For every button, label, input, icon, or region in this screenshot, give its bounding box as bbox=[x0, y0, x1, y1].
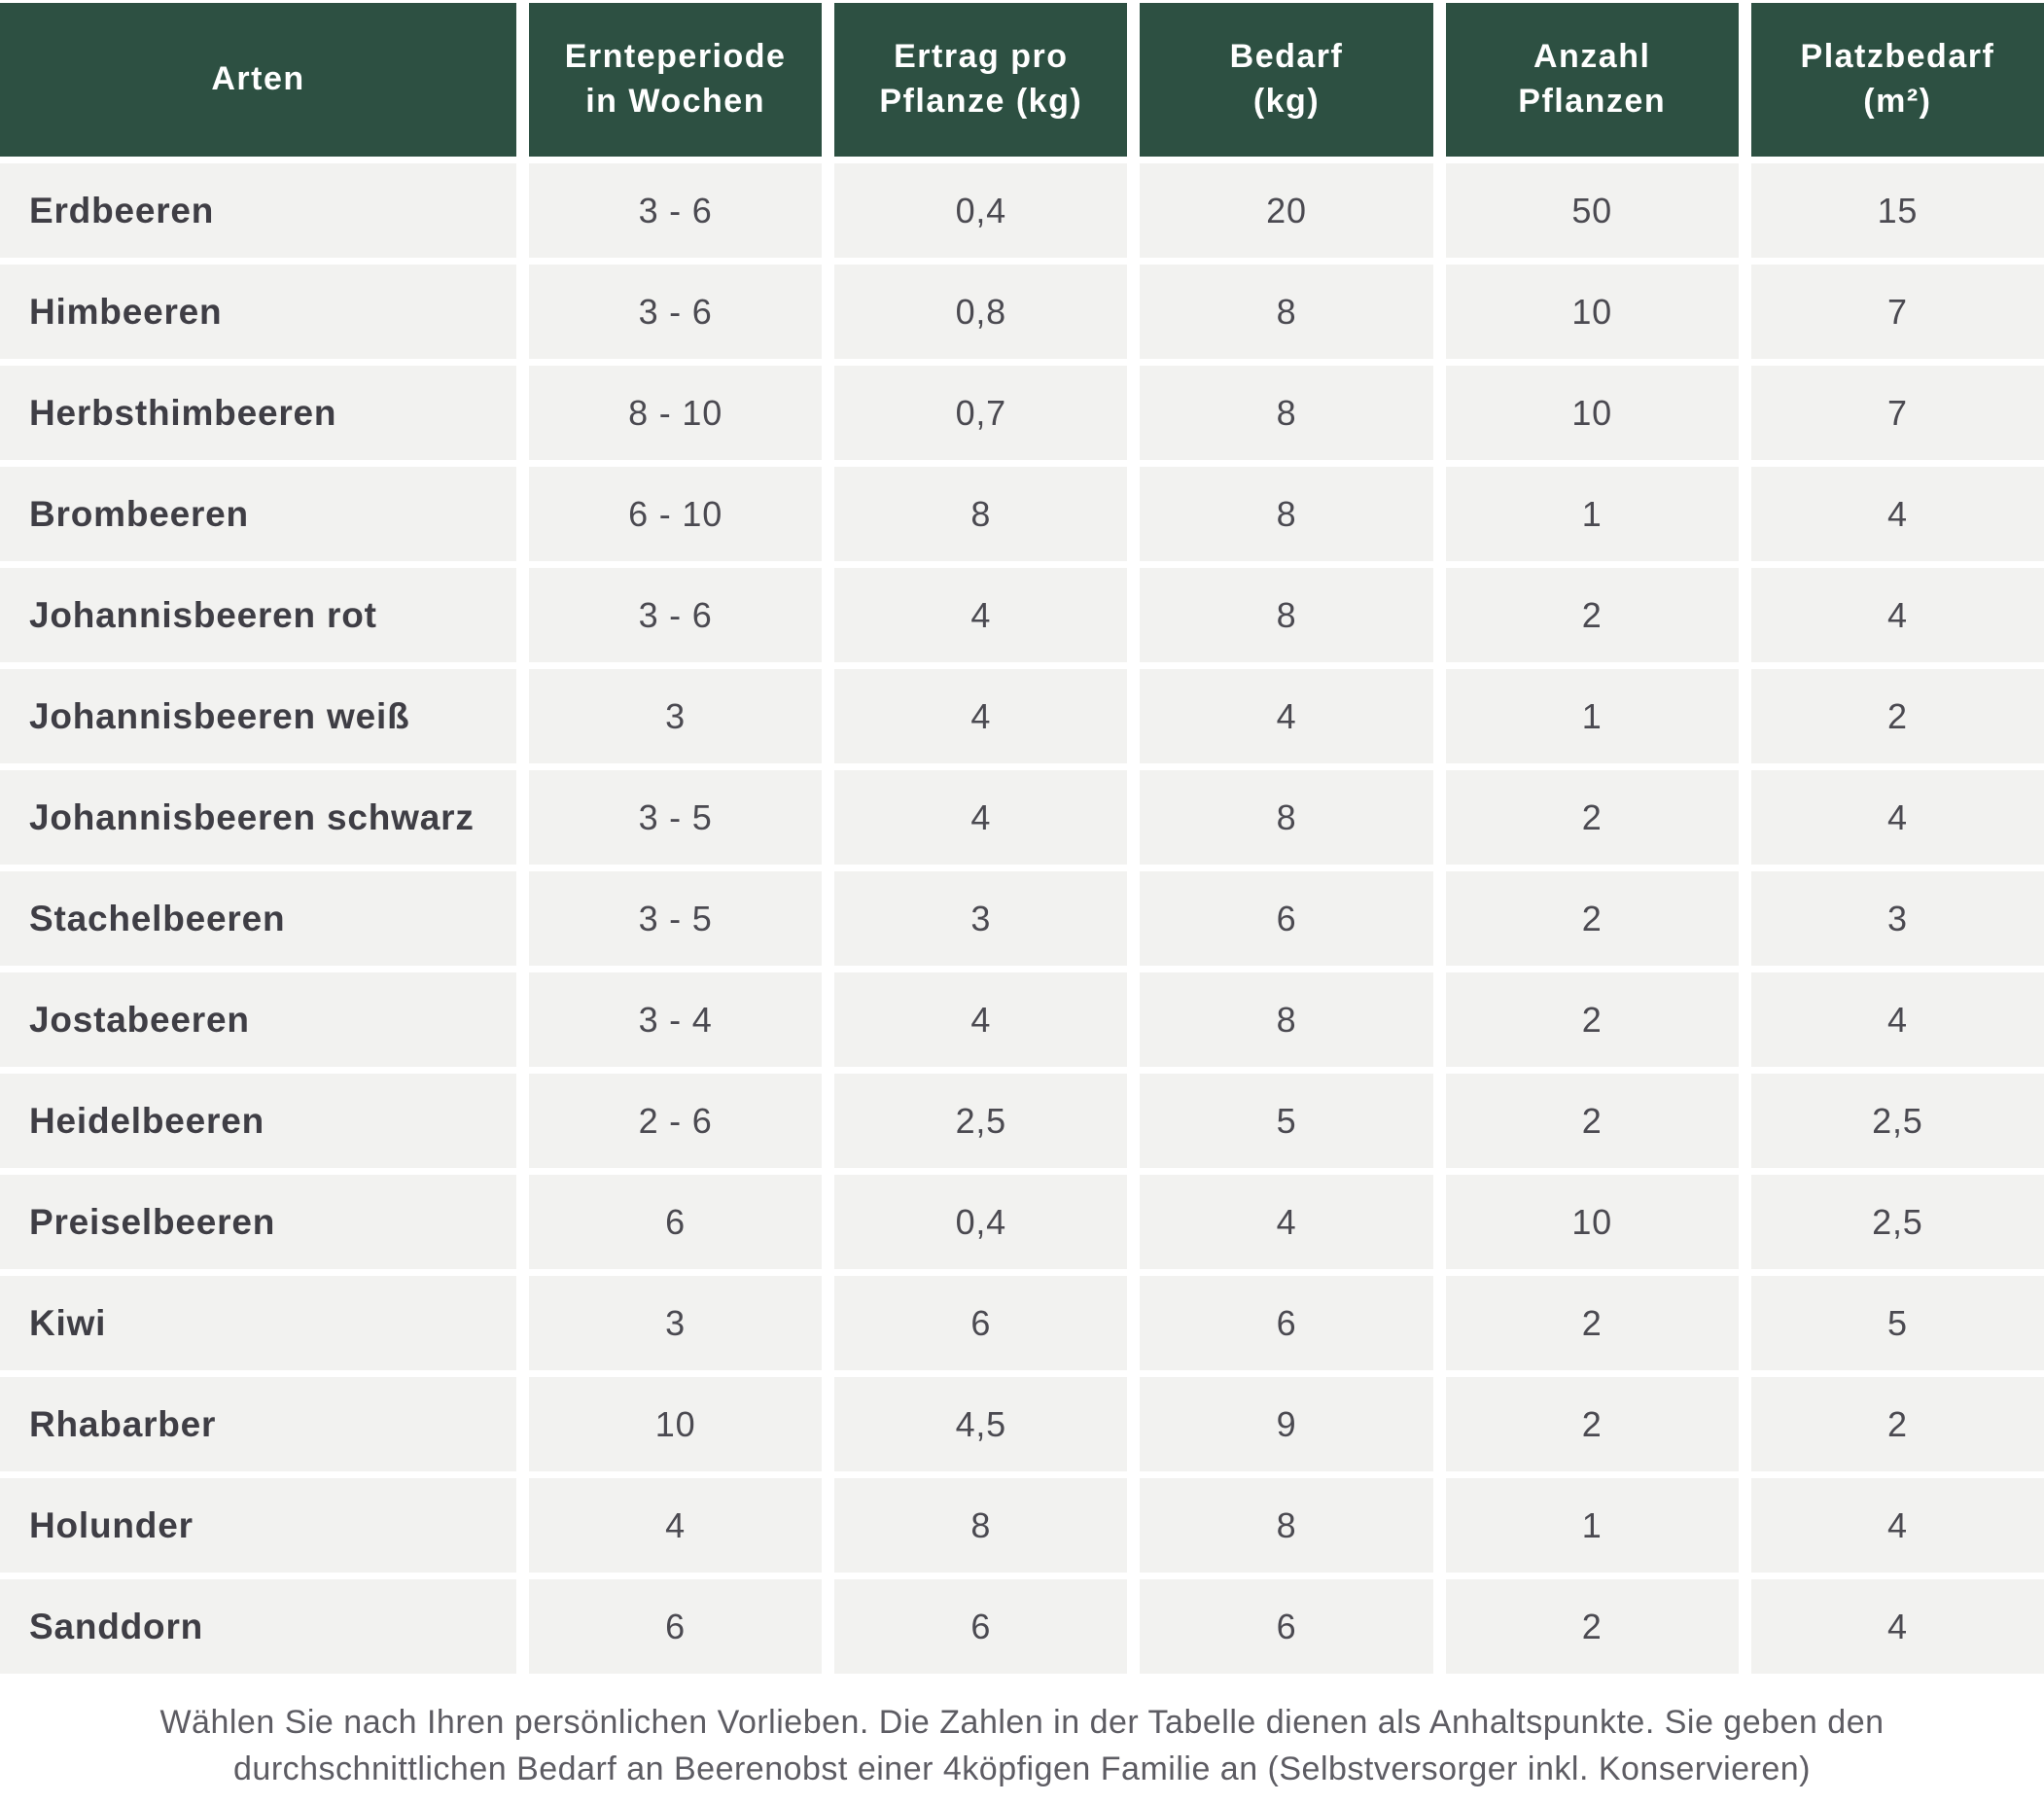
cell-bedarf: 8 bbox=[1140, 366, 1432, 460]
cell-art: Herbsthimbeeren bbox=[0, 366, 516, 460]
cell-platzbedarf: 15 bbox=[1751, 163, 2044, 258]
cell-ernteperiode: 6 bbox=[529, 1579, 822, 1674]
cell-ernteperiode: 3 bbox=[529, 1276, 822, 1370]
cell-ertrag: 0,4 bbox=[834, 163, 1127, 258]
header-line: (kg) bbox=[1252, 83, 1321, 120]
cell-ertrag: 4 bbox=[834, 972, 1127, 1067]
cell-bedarf: 8 bbox=[1140, 467, 1432, 561]
cell-anzahl: 10 bbox=[1446, 1175, 1739, 1269]
cell-ertrag: 8 bbox=[834, 467, 1127, 561]
header-line: Platzbedarf bbox=[1800, 38, 1995, 76]
cell-platzbedarf: 4 bbox=[1751, 770, 2044, 865]
column-header-ernteperiode bbox=[529, 3, 822, 157]
cell-bedarf: 6 bbox=[1140, 871, 1432, 966]
cell-anzahl: 2 bbox=[1446, 1074, 1739, 1168]
cell-platzbedarf: 4 bbox=[1751, 568, 2044, 662]
cell-anzahl: 2 bbox=[1446, 1377, 1739, 1471]
header-line: Ernteperiode bbox=[564, 38, 787, 76]
cell-ertrag: 0,7 bbox=[834, 366, 1127, 460]
cell-platzbedarf: 4 bbox=[1751, 1579, 2044, 1674]
cell-bedarf: 4 bbox=[1140, 669, 1432, 763]
cell-art: Sanddorn bbox=[0, 1579, 516, 1674]
cell-ernteperiode: 3 - 6 bbox=[529, 265, 822, 359]
cell-ernteperiode: 6 bbox=[529, 1175, 822, 1269]
cell-ernteperiode: 3 - 6 bbox=[529, 163, 822, 258]
cell-bedarf: 6 bbox=[1140, 1579, 1432, 1674]
cell-bedarf: 6 bbox=[1140, 1276, 1432, 1370]
cell-anzahl: 2 bbox=[1446, 568, 1739, 662]
cell-ertrag: 8 bbox=[834, 1478, 1127, 1573]
header-line: (m²) bbox=[1863, 83, 1932, 120]
cell-platzbedarf: 5 bbox=[1751, 1276, 2044, 1370]
header-line: Ertrag pro bbox=[894, 38, 1069, 76]
cell-anzahl: 2 bbox=[1446, 1579, 1739, 1674]
cell-bedarf: 4 bbox=[1140, 1175, 1432, 1269]
cell-platzbedarf: 2,5 bbox=[1751, 1175, 2044, 1269]
column-header-platzbedarf bbox=[1751, 3, 2044, 157]
cell-art: Rhabarber bbox=[0, 1377, 516, 1471]
cell-bedarf: 5 bbox=[1140, 1074, 1432, 1168]
cell-anzahl: 2 bbox=[1446, 1276, 1739, 1370]
cell-ernteperiode: 3 - 6 bbox=[529, 568, 822, 662]
cell-ernteperiode: 10 bbox=[529, 1377, 822, 1471]
cell-platzbedarf: 4 bbox=[1751, 972, 2044, 1067]
cell-ernteperiode: 3 - 5 bbox=[529, 770, 822, 865]
table-caption bbox=[0, 1699, 2044, 1793]
cell-art: Erdbeeren bbox=[0, 163, 516, 258]
cell-platzbedarf: 4 bbox=[1751, 1478, 2044, 1573]
cell-ernteperiode: 8 - 10 bbox=[529, 366, 822, 460]
cell-bedarf: 8 bbox=[1140, 770, 1432, 865]
cell-bedarf: 8 bbox=[1140, 972, 1432, 1067]
cell-ertrag: 3 bbox=[834, 871, 1127, 966]
cell-ertrag: 0,8 bbox=[834, 265, 1127, 359]
header-line: Pflanzen bbox=[1518, 83, 1667, 120]
cell-ertrag: 6 bbox=[834, 1579, 1127, 1674]
cell-bedarf: 8 bbox=[1140, 568, 1432, 662]
column-header-anzahl bbox=[1446, 3, 1739, 157]
cell-anzahl: 50 bbox=[1446, 163, 1739, 258]
berry-requirements-table bbox=[0, 3, 2044, 1674]
cell-anzahl: 1 bbox=[1446, 1478, 1739, 1573]
cell-art: Johannisbeeren rot bbox=[0, 568, 516, 662]
cell-platzbedarf: 2 bbox=[1751, 669, 2044, 763]
cell-ertrag: 4 bbox=[834, 568, 1127, 662]
cell-platzbedarf: 7 bbox=[1751, 366, 2044, 460]
cell-art: Himbeeren bbox=[0, 265, 516, 359]
cell-bedarf: 20 bbox=[1140, 163, 1432, 258]
cell-art: Holunder bbox=[0, 1478, 516, 1573]
header-line: Anzahl bbox=[1533, 38, 1651, 76]
cell-bedarf: 9 bbox=[1140, 1377, 1432, 1471]
cell-anzahl: 2 bbox=[1446, 972, 1739, 1067]
cell-platzbedarf: 7 bbox=[1751, 265, 2044, 359]
header-line: Pflanze (kg) bbox=[879, 83, 1083, 120]
cell-ertrag: 0,4 bbox=[834, 1175, 1127, 1269]
cell-platzbedarf: 2 bbox=[1751, 1377, 2044, 1471]
cell-art: Preiselbeeren bbox=[0, 1175, 516, 1269]
cell-art: Heidelbeeren bbox=[0, 1074, 516, 1168]
cell-art: Jostabeeren bbox=[0, 972, 516, 1067]
cell-anzahl: 1 bbox=[1446, 467, 1739, 561]
cell-ertrag: 4,5 bbox=[834, 1377, 1127, 1471]
column-header-arten bbox=[0, 3, 516, 157]
cell-art: Johannisbeeren weiß bbox=[0, 669, 516, 763]
cell-ernteperiode: 4 bbox=[529, 1478, 822, 1573]
cell-ernteperiode: 3 bbox=[529, 669, 822, 763]
caption-line-1: Wählen Sie nach Ihren persönlichen Vorlieben. Die Zahlen in der Tabelle dienen als Anhaltspunkte. Sie geben den bbox=[159, 1704, 1885, 1741]
cell-art: Johannisbeeren schwarz bbox=[0, 770, 516, 865]
cell-platzbedarf: 2,5 bbox=[1751, 1074, 2044, 1168]
cell-art: Kiwi bbox=[0, 1276, 516, 1370]
cell-ertrag: 2,5 bbox=[834, 1074, 1127, 1168]
cell-art: Stachelbeeren bbox=[0, 871, 516, 966]
cell-ertrag: 4 bbox=[834, 770, 1127, 865]
column-header-ertrag bbox=[834, 3, 1127, 157]
cell-platzbedarf: 4 bbox=[1751, 467, 2044, 561]
cell-bedarf: 8 bbox=[1140, 265, 1432, 359]
cell-anzahl: 10 bbox=[1446, 366, 1739, 460]
header-line: in Wochen bbox=[585, 83, 765, 120]
cell-bedarf: 8 bbox=[1140, 1478, 1432, 1573]
header-line: Arten bbox=[211, 60, 305, 98]
cell-anzahl: 2 bbox=[1446, 871, 1739, 966]
cell-ernteperiode: 6 - 10 bbox=[529, 467, 822, 561]
cell-anzahl: 1 bbox=[1446, 669, 1739, 763]
cell-art: Brombeeren bbox=[0, 467, 516, 561]
cell-anzahl: 2 bbox=[1446, 770, 1739, 865]
column-header-bedarf bbox=[1140, 3, 1432, 157]
cell-ertrag: 6 bbox=[834, 1276, 1127, 1370]
cell-ernteperiode: 3 - 4 bbox=[529, 972, 822, 1067]
cell-platzbedarf: 3 bbox=[1751, 871, 2044, 966]
cell-ertrag: 4 bbox=[834, 669, 1127, 763]
cell-ernteperiode: 2 - 6 bbox=[529, 1074, 822, 1168]
caption-line-2: durchschnittlichen Bedarf an Beerenobst einer 4köpfigen Familie an (Selbstversorger inkl. Konservieren) bbox=[233, 1750, 1811, 1788]
cell-anzahl: 10 bbox=[1446, 265, 1739, 359]
header-line: Bedarf bbox=[1229, 38, 1344, 76]
cell-ernteperiode: 3 - 5 bbox=[529, 871, 822, 966]
